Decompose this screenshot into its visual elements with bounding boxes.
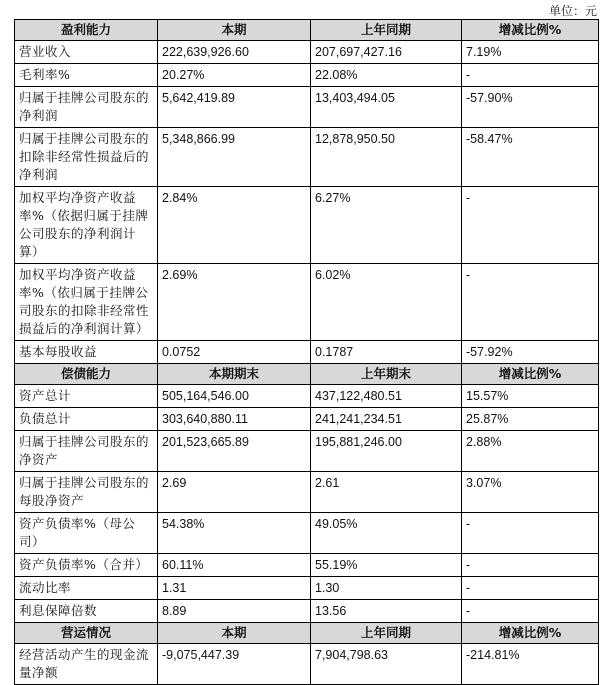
table-row (15, 472, 599, 513)
prior-value: 241,241,234.51 (311, 408, 462, 431)
row-label: 归属于挂牌公司股东的净资产 (15, 431, 158, 472)
row-label: 加权平均净资产收益率%（依据归属于挂牌公司股东的净利润计算） (15, 187, 158, 264)
current-value: 5,348,866.99 (158, 128, 311, 187)
table-row (15, 431, 599, 472)
change-value: - (462, 187, 599, 264)
current-value: 1.31 (158, 577, 311, 600)
current-value: 60.11% (158, 554, 311, 577)
change-value: - (462, 64, 599, 87)
current-value: 303,640,880.11 (158, 408, 311, 431)
header-cell: 上年期末 (311, 364, 462, 385)
prior-value: 437,122,480.51 (311, 385, 462, 408)
section-header-profitability (15, 20, 599, 41)
prior-value: 22.08% (311, 64, 462, 87)
table-row (15, 128, 599, 187)
table-row (15, 408, 599, 431)
current-value: 8.89 (158, 600, 311, 623)
current-value: 2.69 (158, 472, 311, 513)
section-header-operations (15, 623, 599, 644)
row-label: 基本每股收益 (15, 341, 158, 364)
prior-value: 2.61 (311, 472, 462, 513)
prior-value: 12,878,950.50 (311, 128, 462, 187)
header-cell: 增减比例% (462, 20, 599, 41)
header-cell: 上年同期 (311, 623, 462, 644)
current-value: 54.38% (158, 513, 311, 554)
header-cell: 增减比例% (462, 623, 599, 644)
table-row (15, 341, 599, 364)
prior-value: 0.1787 (311, 341, 462, 364)
financial-indicators-table (14, 19, 599, 685)
change-value: -57.92% (462, 341, 599, 364)
row-label: 加权平均净资产收益率%（依归属于挂牌公司股东的扣除非经常性损益后的净利润计算） (15, 264, 158, 341)
row-label: 资产总计 (15, 385, 158, 408)
row-label: 资产负债率%（合并） (15, 554, 158, 577)
row-label: 毛利率% (15, 64, 158, 87)
table-row (15, 644, 599, 685)
prior-value: 6.27% (311, 187, 462, 264)
change-value: 3.07% (462, 472, 599, 513)
current-value: 505,164,546.00 (158, 385, 311, 408)
prior-value: 13.56 (311, 600, 462, 623)
row-label: 归属于挂牌公司股东的扣除非经常性损益后的净利润 (15, 128, 158, 187)
row-label: 流动比率 (15, 577, 158, 600)
header-cell: 增减比例% (462, 364, 599, 385)
table-row (15, 87, 599, 128)
current-value: 5,642,419.89 (158, 87, 311, 128)
current-value: 20.27% (158, 64, 311, 87)
change-value: - (462, 577, 599, 600)
change-value: 15.57% (462, 385, 599, 408)
row-label: 营业收入 (15, 41, 158, 64)
prior-value: 7,904,798.63 (311, 644, 462, 685)
change-value: 2.88% (462, 431, 599, 472)
row-label: 利息保障倍数 (15, 600, 158, 623)
prior-value: 195,881,246.00 (311, 431, 462, 472)
header-cell: 本期 (158, 20, 311, 41)
prior-value: 1.30 (311, 577, 462, 600)
change-value: - (462, 264, 599, 341)
section-header-solvency (15, 364, 599, 385)
current-value: -9,075,447.39 (158, 644, 311, 685)
table-row (15, 513, 599, 554)
prior-value: 13,403,494.05 (311, 87, 462, 128)
change-value: 7.19% (462, 41, 599, 64)
prior-value: 207,697,427.16 (311, 41, 462, 64)
change-value: -58.47% (462, 128, 599, 187)
table-row (15, 385, 599, 408)
change-value: -214.81% (462, 644, 599, 685)
table-row (15, 264, 599, 341)
prior-value: 49.05% (311, 513, 462, 554)
current-value: 201,523,665.89 (158, 431, 311, 472)
change-value: -57.90% (462, 87, 599, 128)
header-cell: 本期 (158, 623, 311, 644)
prior-value: 55.19% (311, 554, 462, 577)
current-value: 2.84% (158, 187, 311, 264)
header-cell: 上年同期 (311, 20, 462, 41)
table-row (15, 577, 599, 600)
row-label: 归属于挂牌公司股东的每股净资产 (15, 472, 158, 513)
table-row (15, 64, 599, 87)
current-value: 2.69% (158, 264, 311, 341)
current-value: 222,639,926.60 (158, 41, 311, 64)
change-value: - (462, 513, 599, 554)
table-row (15, 600, 599, 623)
header-cell: 本期期末 (158, 364, 311, 385)
table-row (15, 187, 599, 264)
row-label: 经营活动产生的现金流量净额 (15, 644, 158, 685)
prior-value: 6.02% (311, 264, 462, 341)
table-row (15, 41, 599, 64)
header-cell: 偿债能力 (15, 364, 158, 385)
header-cell: 营运情况 (15, 623, 158, 644)
header-cell: 盈利能力 (15, 20, 158, 41)
change-value: - (462, 600, 599, 623)
unit-label: 单位：元 (548, 4, 597, 18)
table-row (15, 554, 599, 577)
row-label: 归属于挂牌公司股东的净利润 (15, 87, 158, 128)
row-label: 资产负债率%（母公司） (15, 513, 158, 554)
change-value: - (462, 554, 599, 577)
row-label: 负债总计 (15, 408, 158, 431)
change-value: 25.87% (462, 408, 599, 431)
current-value: 0.0752 (158, 341, 311, 364)
